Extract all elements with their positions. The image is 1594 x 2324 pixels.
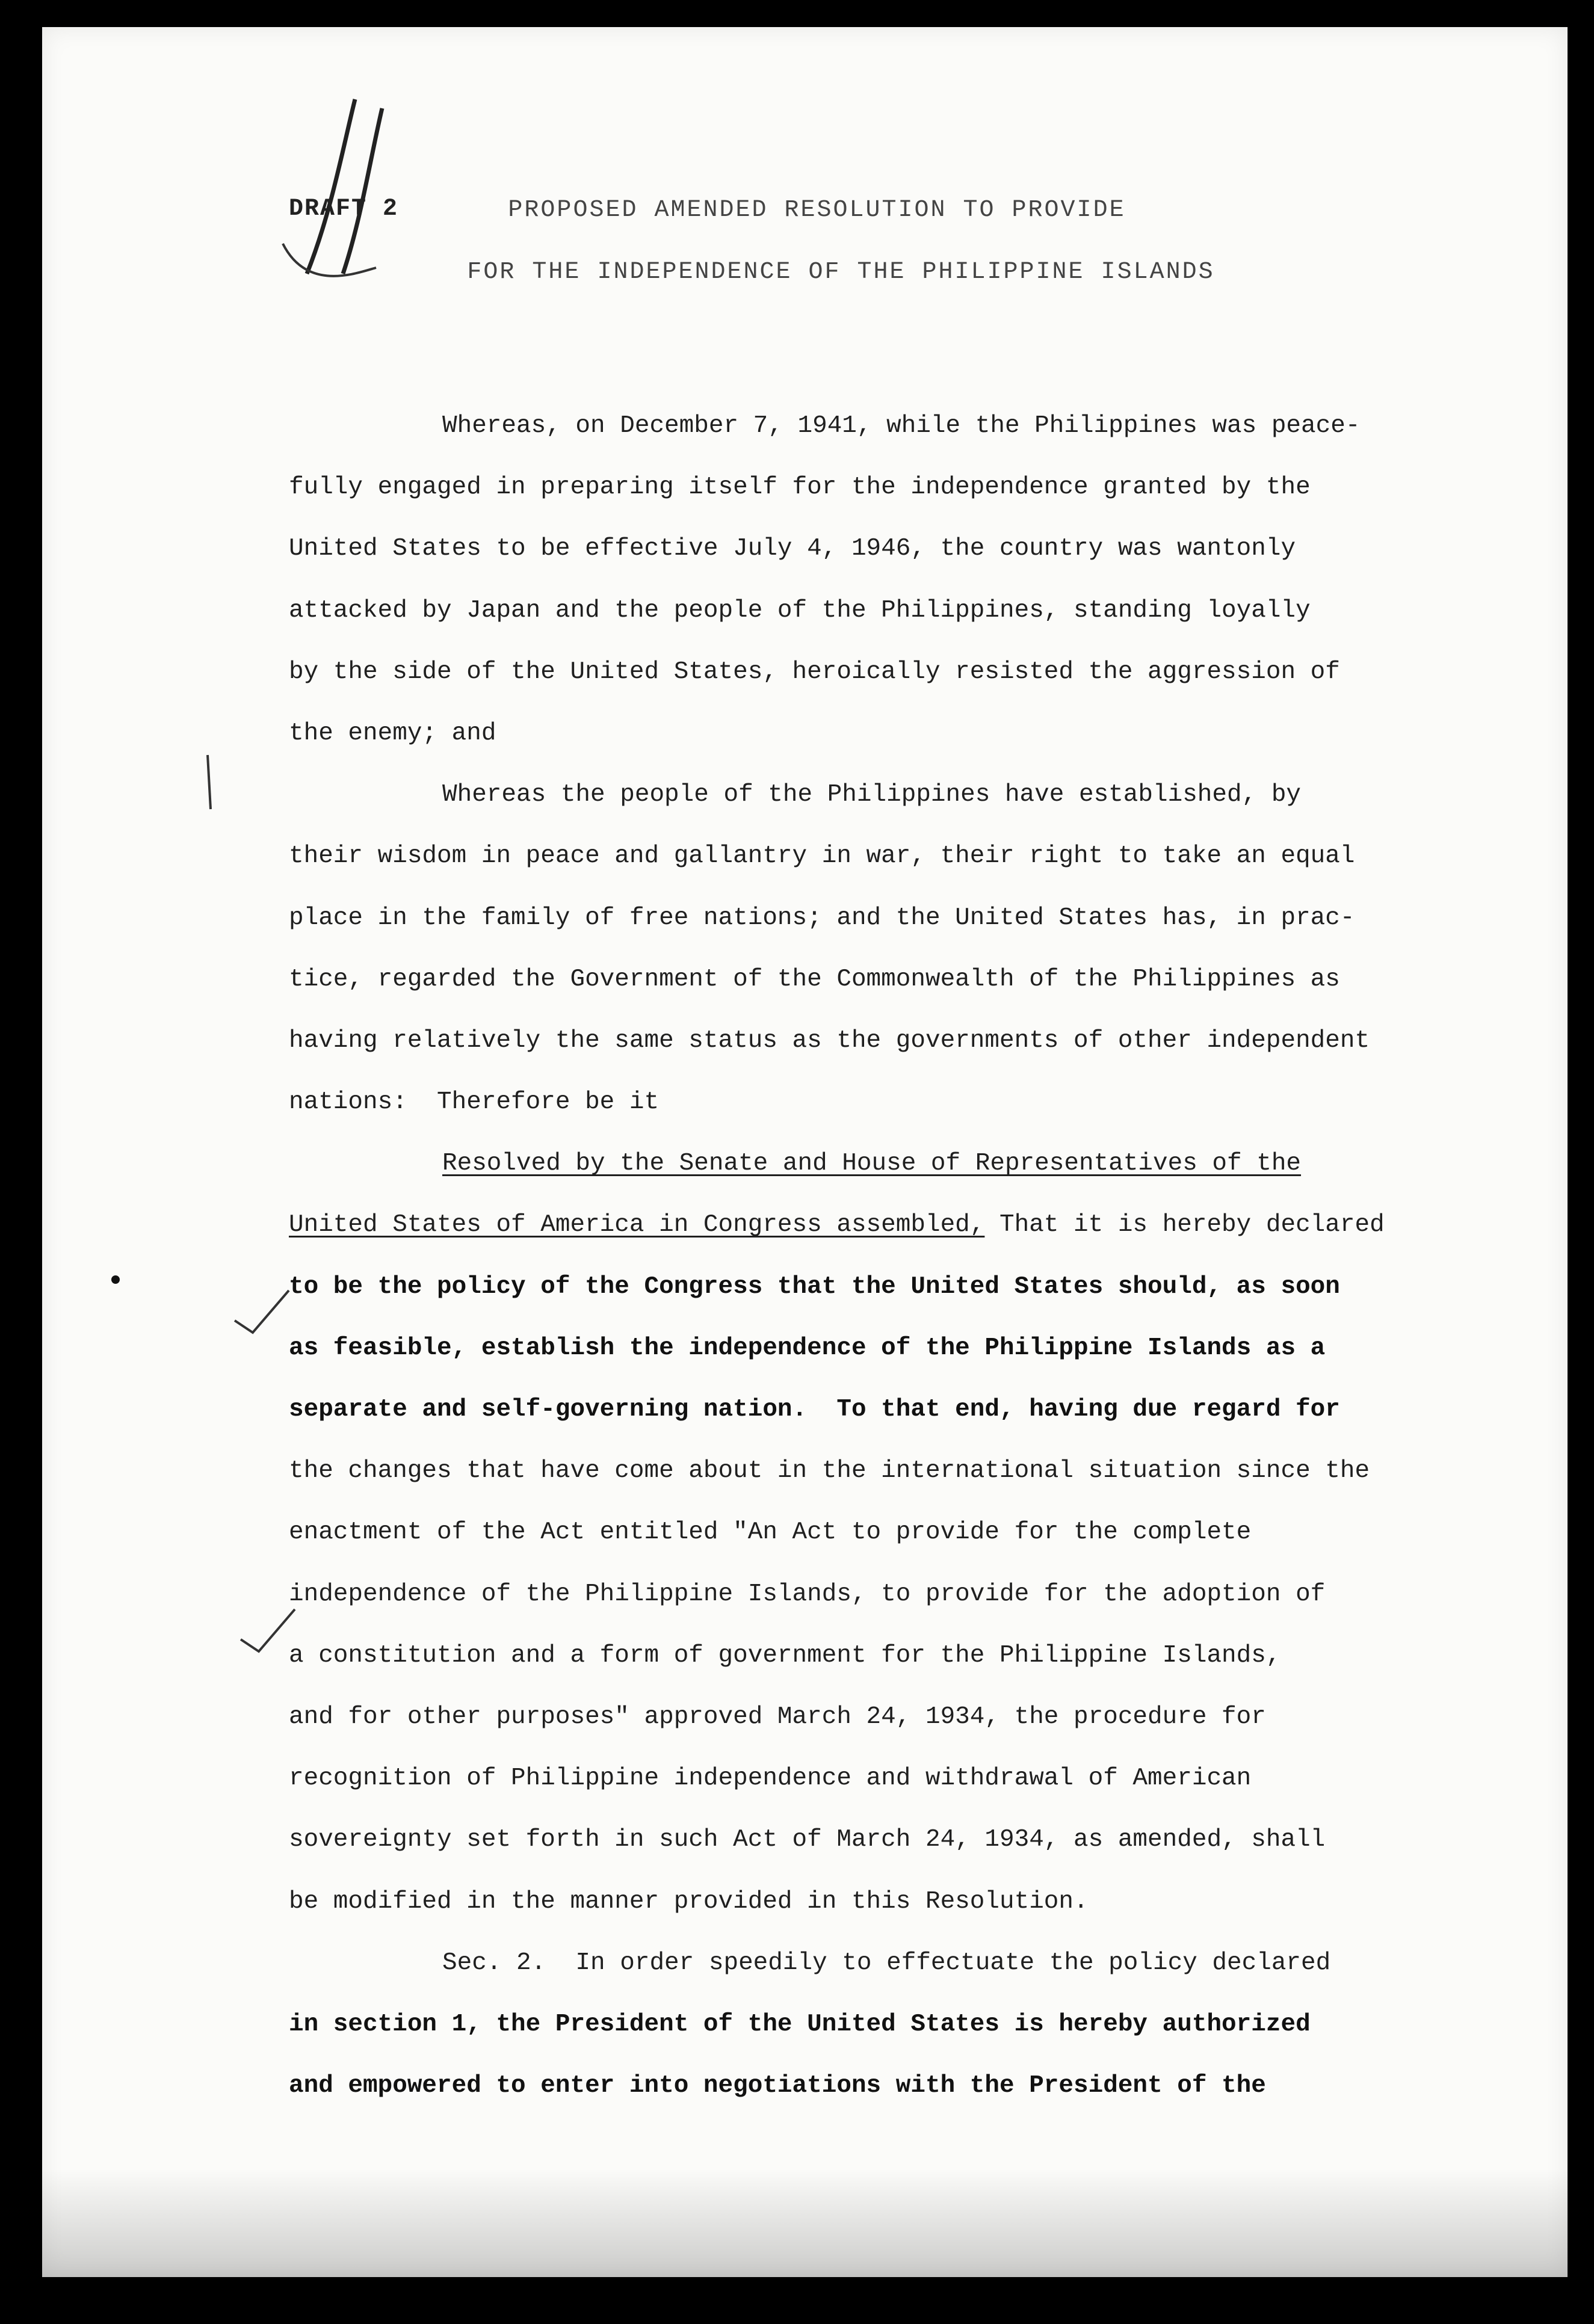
title-line-2: FOR THE INDEPENDENCE OF THE PHILIPPINE ISLANDS: [467, 259, 1215, 286]
text-line: having relatively the same status as the governments of other independent: [289, 1026, 1370, 1055]
text-line: and empowered to enter into negotiations with the President of the: [289, 2072, 1266, 2100]
text-line: in section 1, the President of the United States is hereby authorized: [289, 2010, 1311, 2038]
text-line: and for other purposes" approved March 24, 1934, the procedure for: [289, 1703, 1266, 1731]
resolving-clause-end: United States of America in Congress assembled,: [289, 1211, 985, 1239]
text-line: the enemy; and: [289, 719, 496, 747]
text-line: a constitution and a form of government for the Philippine Islands,: [289, 1641, 1281, 1669]
margin-tick-mark: [196, 749, 232, 815]
text-line: independence of the Philippine Islands, to provide for the adoption of: [289, 1580, 1326, 1608]
text-line: Sec. 2. In order speedily to effectuate the policy declared: [442, 1949, 1331, 1977]
text-line: United States to be effective July 4, 1946, the country was wantonly: [289, 535, 1296, 563]
text-line: place in the family of free nations; and the United States has, in prac-: [289, 904, 1355, 932]
document-page: [42, 27, 1568, 2277]
margin-dot: [111, 1275, 120, 1284]
text-fragment: That it is hereby declared: [984, 1211, 1385, 1239]
text-line: Whereas, on December 7, 1941, while the Philippines was peace-: [442, 412, 1361, 440]
title-line-1: PROPOSED AMENDED RESOLUTION TO PROVIDE: [508, 197, 1126, 224]
text-line: sovereignty set forth in such Act of March 24, 1934, as amended, shall: [289, 1826, 1326, 1854]
draft-label: DRAFT 2: [289, 196, 399, 223]
resolution-body: [289, 395, 1480, 2116]
text-line: enactment of the Act entitled "An Act to provide for the complete: [289, 1518, 1252, 1547]
text-line: fully engaged in preparing itself for the independence granted by the: [289, 473, 1311, 502]
text-line: their wisdom in peace and gallantry in war, their right to take an equal: [289, 842, 1355, 871]
text-line: by the side of the United States, heroically resisted the aggression of: [289, 658, 1340, 686]
text-line: [289, 1133, 1480, 1194]
text-line: recognition of Philippine independence and withdrawal of American: [289, 1765, 1252, 1793]
text-line: attacked by Japan and the people of the Philippines, standing loyally: [289, 596, 1311, 624]
margin-check-mark: [229, 1284, 295, 1339]
text-line: as feasible, establish the independence of the Philippine Islands as a: [289, 1334, 1326, 1362]
text-line: separate and self-governing nation. To that end, having due regard for: [289, 1396, 1340, 1423]
text-line: to be the policy of the Congress that the United States should, as soon: [289, 1272, 1340, 1301]
text-line: the changes that have come about in the international situation since the: [289, 1457, 1370, 1485]
text-line: Whereas the people of the Philippines have established, by: [442, 781, 1302, 809]
resolving-clause: Resolved by the Senate and House of Representatives of the: [442, 1150, 1302, 1178]
text-line: [289, 1194, 1480, 1256]
text-line: nations: Therefore be it: [289, 1088, 660, 1117]
text-line: be modified in the manner provided in this Resolution.: [289, 1887, 1089, 1916]
text-line: tice, regarded the Government of the Commonwealth of the Philippines as: [289, 965, 1340, 993]
